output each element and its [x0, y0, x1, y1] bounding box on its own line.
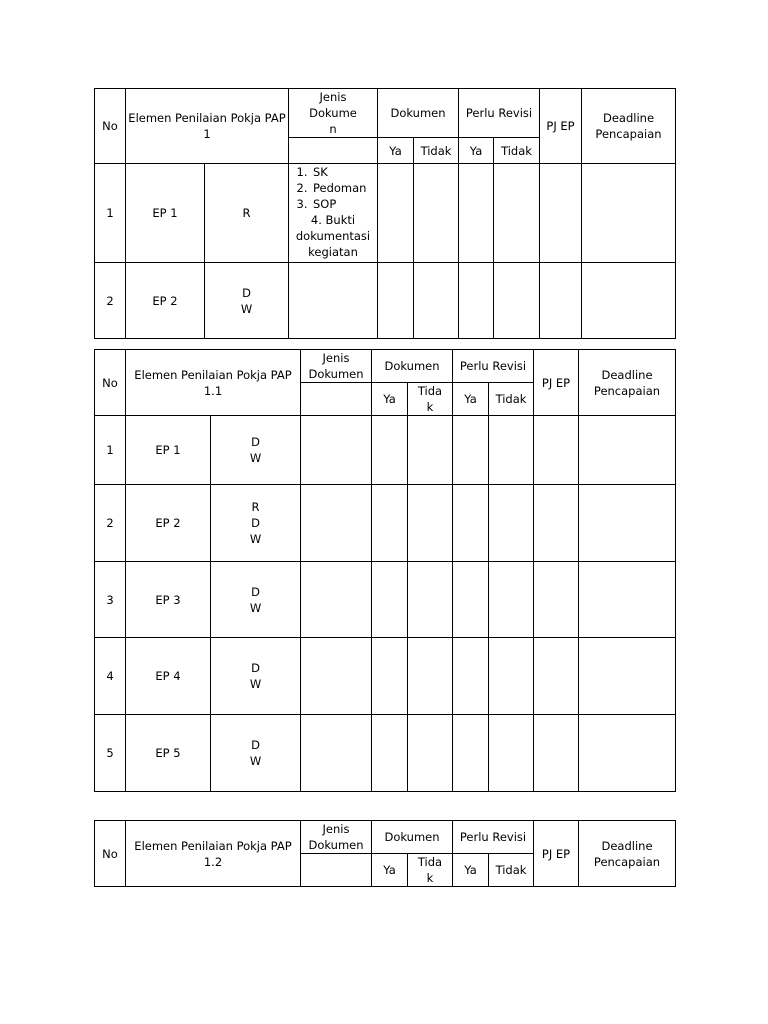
header-ya: Ya — [378, 138, 414, 164]
row-code: R D W — [211, 485, 301, 562]
table-pap-1-1 — [94, 349, 676, 792]
header-jenis-blank — [301, 383, 372, 416]
row-ep: EP 5 — [126, 715, 211, 792]
table-row — [95, 416, 676, 485]
header-jenis-blank — [301, 854, 372, 887]
header-tidak-revisi: Tidak — [489, 854, 534, 887]
header-jenis-blank — [289, 138, 378, 164]
header-deadline: Deadline Pencapaian — [579, 350, 676, 416]
header-deadline: Deadline Pencapaian — [579, 821, 676, 887]
header-jenis-dokumen: Jenis Dokumen — [301, 350, 372, 383]
row-ep: EP 2 — [126, 263, 205, 339]
header-ya-revisi: Ya — [459, 138, 494, 164]
row-no: 2 — [95, 263, 126, 339]
header-tidak-revisi: Tidak — [494, 138, 540, 164]
table-pap-1 — [94, 88, 676, 339]
header-elemen: Elemen Penilaian Pokja PAP 1.1 — [126, 350, 301, 416]
row-code: D W — [211, 416, 301, 485]
row-no: 2 — [95, 485, 126, 562]
header-elemen: Elemen Penilaian Pokja PAP 1 — [126, 89, 289, 164]
table-row — [95, 485, 676, 562]
table-pap-1-2 — [94, 820, 676, 887]
header-dokumen: Dokumen — [378, 89, 459, 138]
row-code: D W — [211, 638, 301, 715]
header-ya: Ya — [372, 854, 408, 887]
row-ep: EP 1 — [126, 416, 211, 485]
header-tidak-revisi: Tidak — [489, 383, 534, 416]
header-pj-ep: PJ EP — [540, 89, 582, 164]
row-no: 1 — [95, 164, 126, 263]
table-row — [95, 562, 676, 638]
row-no: 5 — [95, 715, 126, 792]
row-code: R — [205, 164, 289, 263]
table-row — [95, 263, 676, 339]
row-code: D W — [211, 562, 301, 638]
header-jenis-dokumen: Jenis Dokumen — [289, 89, 378, 138]
header-elemen: Elemen Penilaian Pokja PAP 1.2 — [126, 821, 301, 887]
header-tidak: Tidak — [414, 138, 459, 164]
header-dokumen: Dokumen — [372, 821, 453, 854]
row-no: 3 — [95, 562, 126, 638]
header-ya-revisi: Ya — [453, 383, 489, 416]
row-ep: EP 2 — [126, 485, 211, 562]
header-jenis-dokumen: Jenis Dokumen — [301, 821, 372, 854]
header-pj-ep: PJ EP — [534, 350, 579, 416]
header-perlu-revisi: Perlu Revisi — [453, 821, 534, 854]
row-ep: EP 1 — [126, 164, 205, 263]
table-row — [95, 715, 676, 792]
header-tidak: Tida k — [408, 854, 453, 887]
table-row — [95, 638, 676, 715]
table-row — [95, 164, 676, 263]
header-no: No — [95, 350, 126, 416]
header-pj-ep: PJ EP — [534, 821, 579, 887]
header-tidak: Tida k — [408, 383, 453, 416]
row-no: 4 — [95, 638, 126, 715]
header-perlu-revisi: Perlu Revisi — [453, 350, 534, 383]
row-jenis-dokumen: 1. SK 2. Pedoman 3. SOP 4. Bukti dokumentasi kegiatan — [289, 164, 378, 263]
header-deadline: Deadline Pencapaian — [582, 89, 676, 164]
header-no: No — [95, 821, 126, 887]
row-code: D W — [211, 715, 301, 792]
header-ya-revisi: Ya — [453, 854, 489, 887]
row-ep: EP 3 — [126, 562, 211, 638]
header-perlu-revisi: Perlu Revisi — [459, 89, 540, 138]
header-no: No — [95, 89, 126, 164]
row-no: 1 — [95, 416, 126, 485]
row-ep: EP 4 — [126, 638, 211, 715]
row-code: D W — [205, 263, 289, 339]
header-dokumen: Dokumen — [372, 350, 453, 383]
header-ya: Ya — [372, 383, 408, 416]
